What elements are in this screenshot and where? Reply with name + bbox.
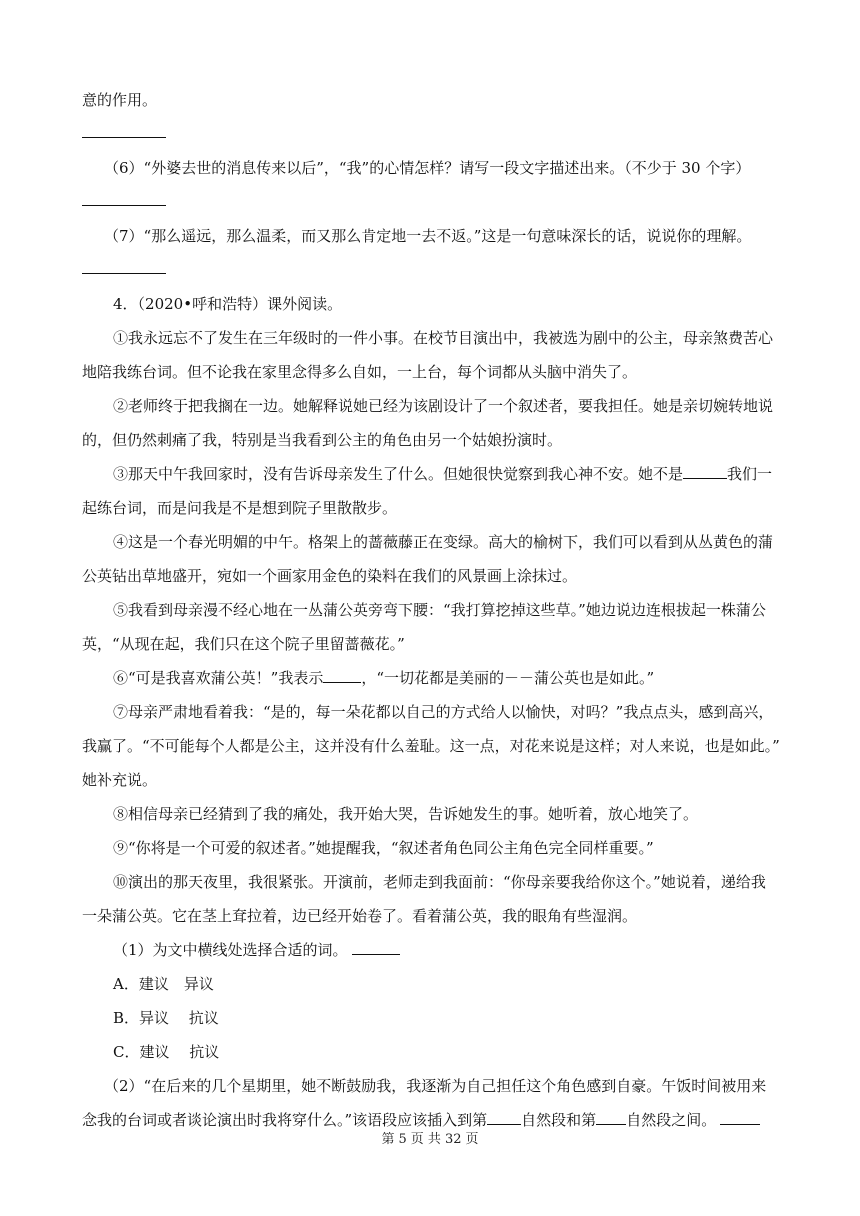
option-b[interactable]: B．异议 抗议: [113, 1009, 219, 1027]
option-c[interactable]: C．建议 抗议: [113, 1043, 220, 1061]
paragraph-6: [113, 668, 654, 688]
paragraph-6-text-end: ，“一切花都是美丽的－－蒲公英也是如此。”: [361, 669, 655, 687]
footer-prefix: 第: [381, 1132, 395, 1147]
sub-question-2-text: 念我的台词或者谈论演出时我将穿什么。”该语段应该插入到第: [82, 1111, 488, 1129]
answer-blank[interactable]: [82, 273, 166, 274]
text-line: 意的作用。: [82, 91, 158, 109]
sub-question-2-cont: [82, 1110, 760, 1130]
fill-blank-3[interactable]: [487, 1110, 521, 1125]
sub-question-1: [113, 940, 400, 960]
answer-blank[interactable]: [720, 1110, 760, 1125]
question-7: （7）“那么遥远，那么温柔，而又那么肯定地一去不返。”这是一句意味深长的话，说说你的理解。: [104, 227, 752, 245]
paragraph-1-cont: 地陪我练台词。但不论我在家里念得多么自如，一上台，每个词都从头脑中消失了。: [82, 363, 638, 381]
sub-question-2-text-end: 自然段之间。: [626, 1111, 717, 1129]
page-footer: [0, 1131, 860, 1149]
answer-blank[interactable]: [82, 205, 166, 206]
option-a[interactable]: A．建议 异议: [113, 975, 214, 993]
paragraph-2: ②老师终于把我搁在一边。她解释说她已经为该剧设计了一个叙述者，要我担任。她是亲切婉转地说: [113, 397, 774, 415]
sub-question-2: （2）“在后来的几个星期里，她不断鼓励我，我逐渐为自己担任这个角色感到自豪。午饭时间被用来: [104, 1077, 767, 1095]
fill-blank-4[interactable]: [596, 1110, 626, 1125]
footer-suffix: 页: [465, 1132, 479, 1147]
answer-blank[interactable]: [352, 940, 400, 955]
paragraph-7: ⑦母亲严肃地看着我：“是的，每一朵花都以自己的方式给人以愉快，对吗？”我点点头，感到高兴，: [113, 703, 774, 721]
current-page-number: 5: [398, 1132, 407, 1147]
fill-blank-1[interactable]: [683, 464, 727, 479]
paragraph-5: ⑤我看到母亲漫不经心地在一丛蒲公英旁弯下腰：“我打算挖掉这些草。”她边说边连根拔起一株蒲公: [113, 601, 766, 619]
paragraph-8: ⑧相信母亲已经猜到了我的痛处，我开始大哭，告诉她发生的事。她听着，放心地笑了。: [113, 805, 699, 823]
paragraph-6-text: ⑥“可是我喜欢蒲公英！”我表示: [113, 669, 324, 687]
total-pages: 32: [444, 1132, 462, 1147]
fill-blank-2[interactable]: [323, 668, 361, 683]
answer-blank[interactable]: [82, 137, 166, 138]
footer-middle: 页 共: [410, 1132, 441, 1147]
paragraph-7-end: 她补充说。: [82, 771, 158, 789]
paragraph-2-cont: 的，但仍然刺痛了我，特别是当我看到公主的角色由另一个姑娘扮演时。: [82, 431, 563, 449]
paragraph-5-cont: 英，“从现在起，我们只在这个院子里留蔷薇花。”: [82, 635, 405, 653]
paragraph-3-text-end: 我们一: [727, 465, 773, 483]
paragraph-3-cont: 起练台词，而是问我是不是想到院子里散散步。: [82, 499, 398, 517]
paragraph-3: [113, 464, 772, 484]
sub-question-1-text: （1）为文中横线处选择合适的词。: [113, 941, 348, 959]
paragraph-7-cont: 我赢了。“不可能每个人都是公主，这并没有什么羞耻。这一点，对花来说是这样；对人来说，也是如此。”: [82, 737, 780, 755]
paragraph-1: ①我永远忘不了发生在三年级时的一件小事。在校节目演出中，我被选为剧中的公主，母亲煞费苦心: [113, 329, 774, 347]
paragraph-9: ⑨“你将是一个可爱的叙述者。”她提醒我，“叙述者角色同公主角色完全同样重要。”: [113, 839, 654, 857]
paragraph-10-cont: 一朵蒲公英。它在茎上耷拉着，边已经开始卷了。看着蒲公英，我的眼角有些湿润。: [82, 907, 638, 925]
paragraph-4-cont: 公英钻出草地盛开，宛如一个画家用金色的染料在我们的风景画上涂抹过。: [82, 567, 578, 585]
question-6: （6）“外婆去世的消息传来以后”，“我”的心情怎样？请写一段文字描述出来。（不少于 30 个字）: [104, 159, 751, 177]
paragraph-4: ④这是一个春光明媚的中午。格架上的蔷薇藤正在变绿。高大的榆树下，我们可以看到从丛黄色的蒲: [113, 533, 774, 551]
paragraph-10: ⑩演出的那天夜里，我很紧张。开演前，老师走到我面前：“你母亲要我给你这个。”她说着，递给我: [113, 873, 766, 891]
paragraph-3-text: ③那天中午我回家时，没有告诉母亲发生了什么。但她很快觉察到我心神不安。她不是: [113, 465, 684, 483]
question-4-heading: 4．（2020•呼和浩特）课外阅读。: [113, 295, 343, 313]
sub-question-2-text-mid: 自然段和第: [521, 1111, 597, 1129]
